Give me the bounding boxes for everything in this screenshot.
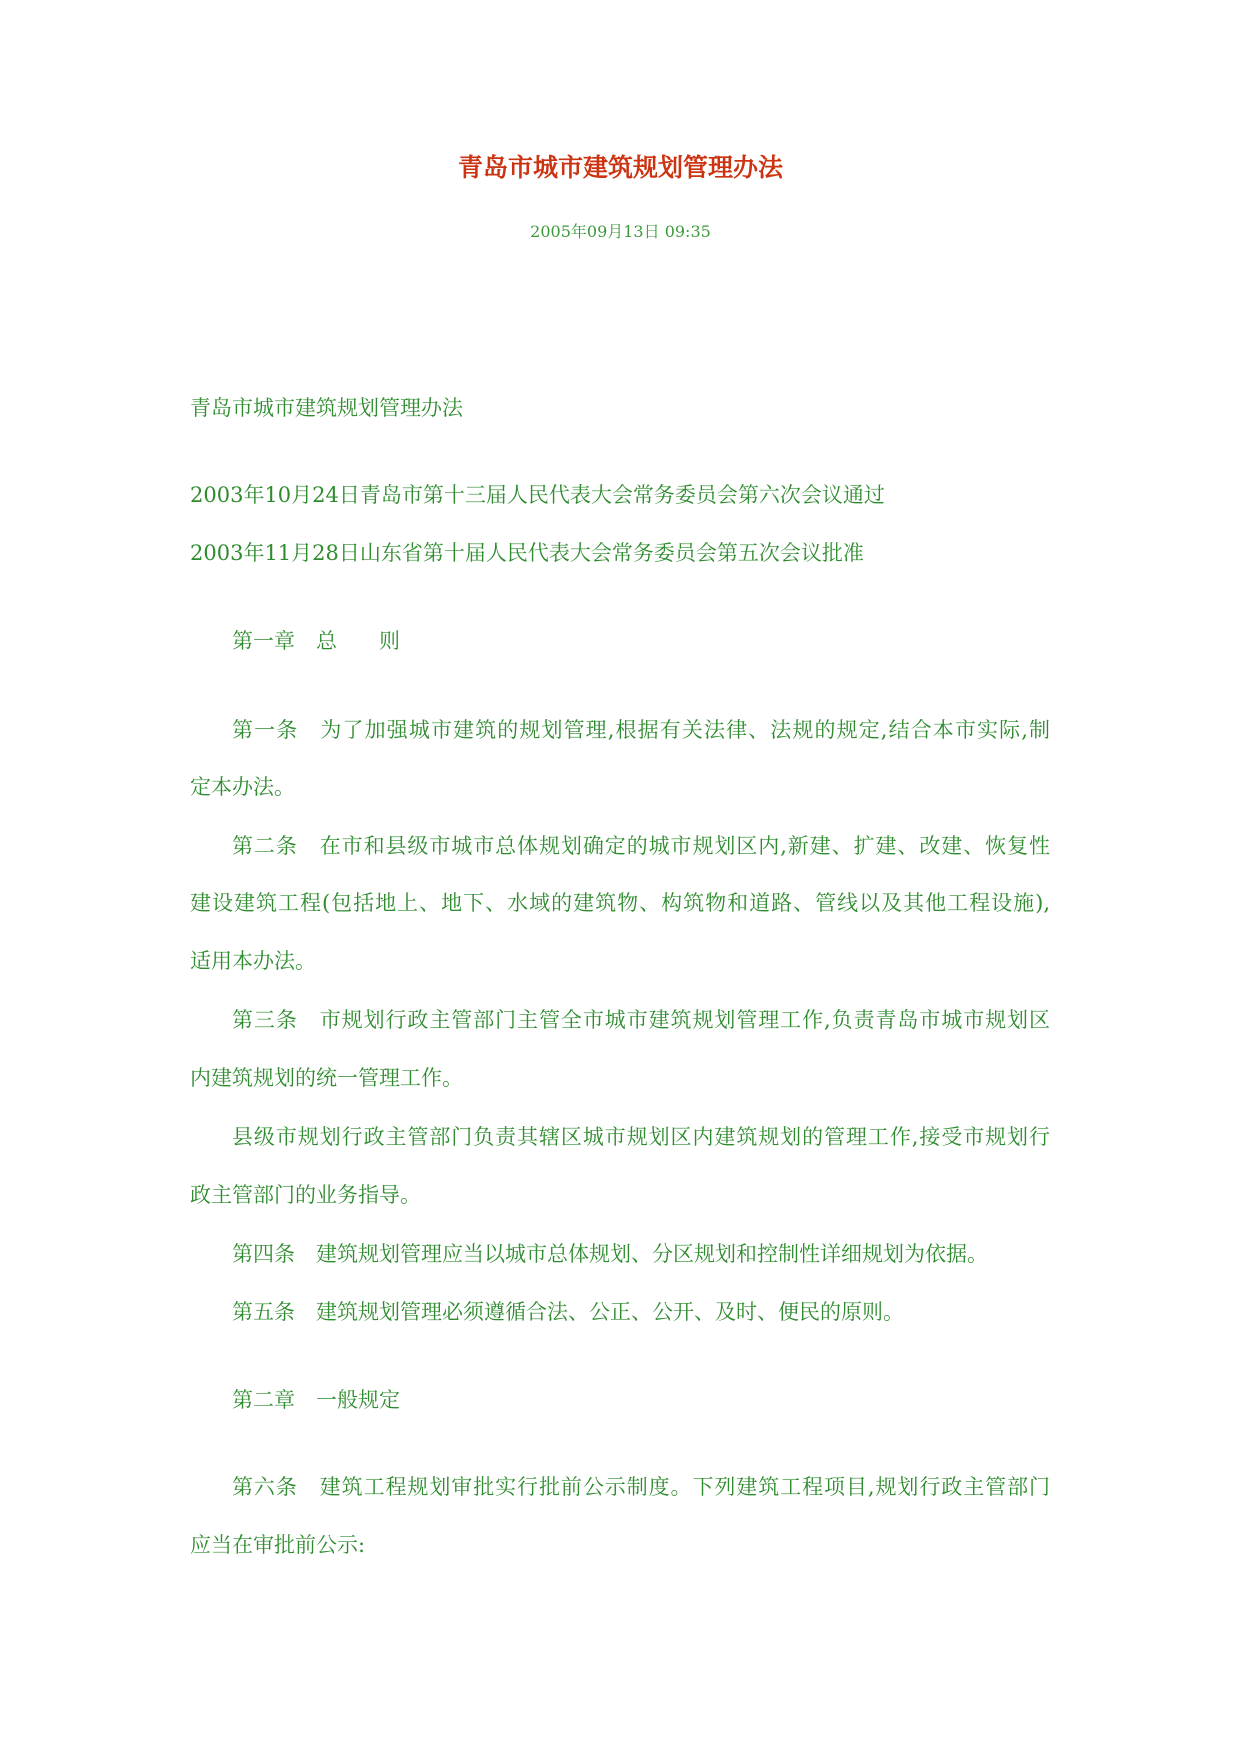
publish-datetime: 2005年09月13日 09:35 xyxy=(530,222,711,241)
paragraph-line: 内建筑规划的统一管理工作。 xyxy=(190,1066,463,1090)
paragraph-line: 定本办法。 xyxy=(190,775,295,799)
paragraph-line: 第二条 在市和县级市城市总体规划确定的城市规划区内,新建、扩建、改建、恢复性 xyxy=(232,834,1050,858)
page-title: 青岛市城市建筑规划管理办法 xyxy=(457,153,783,182)
paragraph-line: 第四条 建筑规划管理应当以城市总体规划、分区规划和控制性详细规划为依据。 xyxy=(232,1242,988,1266)
approval-note: 2003年10月24日青岛市第十三届人民代表大会常务委员会第六次会议通过 xyxy=(190,483,885,507)
paragraph-line: 适用本办法。 xyxy=(190,949,316,973)
approval-note: 2003年11月28日山东省第十届人民代表大会常务委员会第五次会议批准 xyxy=(190,541,864,565)
paragraph-line: 建设建筑工程(包括地上、地下、水域的建筑物、构筑物和道路、管线以及其他工程设施), xyxy=(190,891,1050,915)
chapter-heading: 第二章 一般规定 xyxy=(232,1388,400,1412)
paragraph-line: 第一条 为了加强城市建筑的规划管理,根据有关法律、法规的规定,结合本市实际,制 xyxy=(232,718,1050,742)
paragraph-line: 第三条 市规划行政主管部门主管全市城市建筑规划管理工作,负责青岛市城市规划区 xyxy=(232,1008,1050,1032)
chapter-heading: 第一章 总 则 xyxy=(232,629,400,653)
document-heading: 青岛市城市建筑规划管理办法 xyxy=(190,396,463,420)
paragraph-line: 第五条 建筑规划管理必须遵循合法、公正、公开、及时、便民的原则。 xyxy=(232,1300,904,1324)
paragraph-line: 县级市规划行政主管部门负责其辖区城市规划区内建筑规划的管理工作,接受市规划行 xyxy=(232,1125,1050,1149)
paragraph-line: 第六条 建筑工程规划审批实行批前公示制度。下列建筑工程项目,规划行政主管部门 xyxy=(232,1475,1050,1499)
paragraph-line: 应当在审批前公示: xyxy=(190,1533,366,1557)
paragraph-line: 政主管部门的业务指导。 xyxy=(190,1183,421,1207)
